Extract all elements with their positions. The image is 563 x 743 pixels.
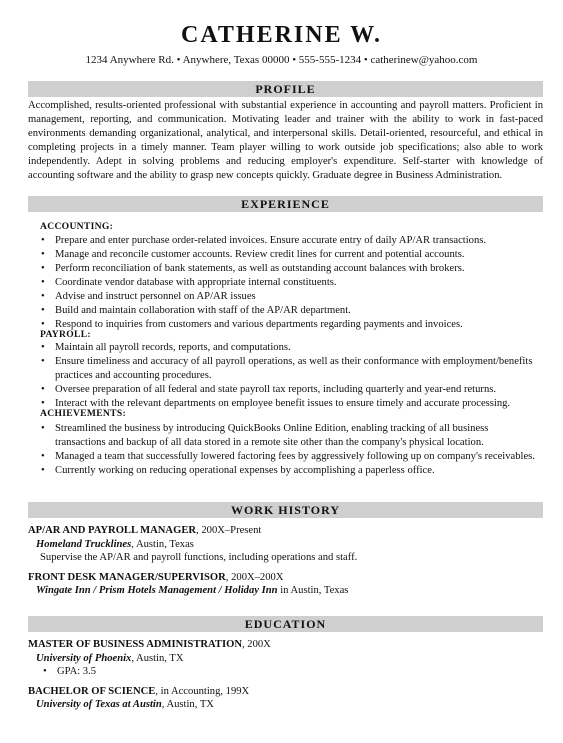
bullet-icon: • xyxy=(41,451,45,462)
list-item: • Maintain all payroll records, reports, and computations. xyxy=(41,342,291,353)
list-item: • Perform reconciliation of bank statements, as well as outstanding account balances with brokers. xyxy=(41,263,465,274)
accounting-list xyxy=(40,234,540,332)
degree-title: BACHELOR OF SCIENCE xyxy=(28,686,156,697)
school-location: , Austin, TX xyxy=(161,699,214,710)
degree-field: , in Accounting, 199X xyxy=(155,686,250,697)
bullet-icon: • xyxy=(41,249,45,260)
list-item: • Oversee preparation of all federal and state payroll tax reports, including quarterly and year-end returns. xyxy=(41,384,497,395)
bullet-icon: • xyxy=(41,423,45,434)
job-2-title-line xyxy=(28,571,283,585)
degree-2-line xyxy=(28,685,249,699)
payroll-label: PAYROLL: xyxy=(40,329,91,340)
job-1-description: Supervise the AP/AR and payroll functions, including operations and staff. xyxy=(40,552,358,563)
candidate-name: CATHERINE W. xyxy=(181,22,382,48)
work-history-heading: WORK HISTORY xyxy=(28,502,543,518)
employer-location: , Austin, Texas xyxy=(131,539,194,550)
bullet-icon: • xyxy=(41,342,45,353)
contact-line: 1234 Anywhere Rd. • Anywhere, Texas 00000 • 555-555-1234 • catherinew@yahoo.com xyxy=(85,54,478,66)
profile-heading: PROFILE xyxy=(28,81,543,97)
achievements-list xyxy=(40,422,540,478)
school-location: , Austin, TX xyxy=(131,653,184,664)
degree-year: , 200X xyxy=(241,639,271,650)
school-name: University of Phoenix xyxy=(36,653,132,664)
list-item: • Coordinate vendor database with appropriate internal constituents. xyxy=(41,277,337,288)
bullet-icon: • xyxy=(41,465,45,476)
degree-1-school-line xyxy=(36,652,184,666)
degree-1-details xyxy=(42,665,542,679)
bullet-icon: • xyxy=(41,263,45,274)
bullet-icon: • xyxy=(41,291,45,302)
employer-name: Wingate Inn / Prism Hotels Management / Holiday Inn xyxy=(36,585,278,596)
job-title: AP/AR AND PAYROLL MANAGER xyxy=(28,525,197,536)
job-2-employer-line xyxy=(36,584,348,598)
bullet-icon: • xyxy=(43,666,47,677)
school-name: University of Texas at Austin xyxy=(36,699,162,710)
list-item: • Build and maintain collaboration with staff of the AP/AR department. xyxy=(41,305,351,316)
list-item: • Advise and instruct personnel on AP/AR issues xyxy=(41,291,256,302)
bullet-icon: • xyxy=(41,319,45,330)
bullet-icon: • xyxy=(41,277,45,288)
bullet-icon: • xyxy=(41,384,45,395)
job-dates: , 200X–Present xyxy=(196,525,262,536)
accounting-label: ACCOUNTING: xyxy=(40,221,114,232)
payroll-list xyxy=(40,341,540,411)
degree-2-school-line xyxy=(36,698,214,712)
achievements-label: ACHIEVEMENTS: xyxy=(40,408,126,419)
profile-text: Accomplished, results-oriented professional with substantial experience in accounting and payroll matters. Proficient in management, reporting, and communication. Motivating leader and trainer with the ability to work in fast-paced environments demanding organizational, analytical, and interpersonal skills. Detail-oriented, resourceful, and ethical in completing projects in a timely manner. Team player willing to work outside job specifications; also able to work independently. Adept in solving problems and reducing employer's expenditure. Self-starter with knowledge of accounting software and the ability to grasp new concepts quickly. Graduate degree in Business Administration. xyxy=(28,100,543,182)
list-item: • Ensure timeliness and accuracy of all payroll operations, as well as their conformance with employment/benefits practices and accounting procedures. xyxy=(41,356,533,381)
list-item: • Interact with the relevant departments on employee benefit issues to ensure timely and accurate processing. xyxy=(41,398,511,409)
list-item: • Streamlined the business by introducing QuickBooks Online Edition, enabling tracking of all business transactions and backup of all data stored in a remote site other than the company's physical location. xyxy=(41,423,489,448)
job-dates: , 200X–200X xyxy=(225,572,284,583)
experience-heading: EXPERIENCE xyxy=(28,196,543,212)
list-item: • Managed a team that successfully lowered factoring fees by aggressively following up on company's receivables. xyxy=(41,451,535,462)
job-title: FRONT DESK MANAGER/SUPERVISOR xyxy=(28,572,226,583)
bullet-icon: • xyxy=(41,235,45,246)
education-heading: EDUCATION xyxy=(28,616,543,632)
job-1-employer-line xyxy=(36,538,194,552)
bullet-icon: • xyxy=(41,398,45,409)
list-item: • Currently working on reducing operational expenses by accomplishing a paperless office. xyxy=(41,465,435,476)
list-item: • GPA: 3.5 xyxy=(43,666,97,677)
list-item: • Prepare and enter purchase order-related invoices. Ensure accurate entry of daily AP/AR transactions. xyxy=(41,235,487,246)
list-item: • Respond to inquiries from customers and various departments regarding payments and invoices. xyxy=(41,319,463,330)
degree-1-line xyxy=(28,638,271,652)
bullet-icon: • xyxy=(41,305,45,316)
list-item: • Manage and reconcile customer accounts. Review credit lines for current and potential accounts. xyxy=(41,249,465,260)
employer-name: Homeland Trucklines xyxy=(36,539,132,550)
job-1-title-line xyxy=(28,524,261,538)
degree-title: MASTER OF BUSINESS ADMINISTRATION xyxy=(28,639,242,650)
employer-location: in Austin, Texas xyxy=(277,585,349,596)
bullet-icon: • xyxy=(41,356,45,367)
